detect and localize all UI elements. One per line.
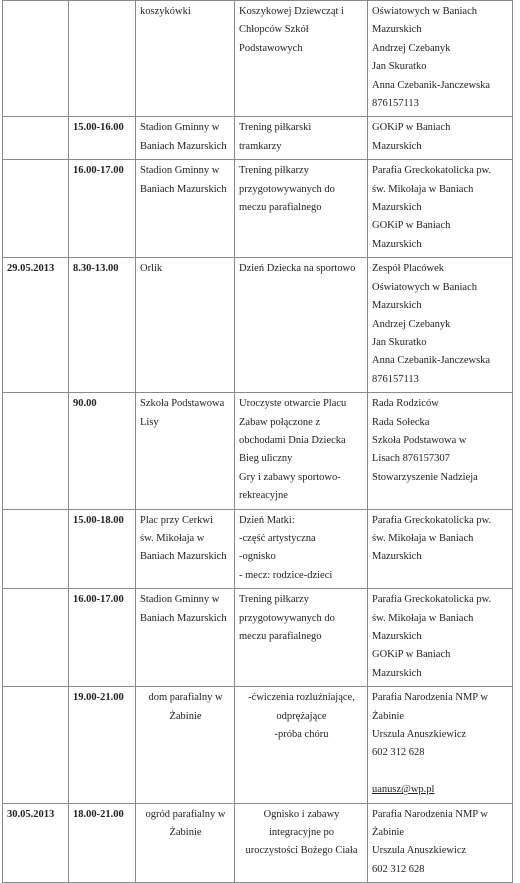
organizer-line: Mazurskich	[372, 140, 422, 152]
organizer-line: Mazurskich	[372, 300, 422, 312]
table-row	[3, 258, 513, 393]
event-line: Bieg uliczny	[239, 453, 293, 465]
table-row	[3, 687, 513, 803]
event-line: - mecz: rodzice-dzieci	[239, 569, 333, 581]
event-line: Dzień Matki:	[239, 514, 295, 526]
table-row	[3, 509, 513, 589]
organizer-line: Parafia Narodzenia NMP w	[372, 692, 488, 704]
event-line: Ognisko i zabawy	[263, 808, 340, 820]
date-cell	[3, 509, 69, 589]
place-cell	[136, 803, 235, 883]
organizer-line: 876157113	[372, 98, 419, 110]
schedule-table	[2, 0, 513, 883]
organizer-cell	[368, 803, 513, 883]
date-text: 29.05.2013	[7, 263, 55, 275]
event-line: meczu parafialnego	[239, 631, 322, 642]
time-cell	[69, 803, 136, 883]
organizer-line: Żabinie	[372, 710, 405, 722]
event-line: tramkarzy	[239, 140, 282, 152]
event-cell	[235, 803, 368, 883]
schedule-body	[3, 1, 513, 883]
event-line: odprężające	[276, 710, 327, 722]
organizer-line: Żabinie	[372, 827, 405, 839]
event-cell	[235, 509, 368, 589]
place-line: Stadion Gminny w	[140, 122, 220, 134]
time-cell	[69, 258, 136, 393]
event-line: meczu parafialnego	[239, 202, 322, 214]
place-line: Szkoła Podstawowa	[140, 398, 225, 410]
organizer-cell	[368, 1, 513, 117]
organizer-line: Oświatowych w Baniach	[372, 281, 477, 293]
time-text: 15.00-18.00	[73, 514, 124, 526]
organizer-line: Lisach 876157307	[372, 453, 450, 465]
event-line: Zabaw połączone z	[239, 416, 321, 428]
time-cell	[69, 160, 136, 258]
place-line: Baniach Mazurskich	[140, 183, 227, 195]
organizer-cell	[368, 509, 513, 589]
place-line: Żabinie	[169, 827, 202, 839]
time-text: 18.00-21.00	[73, 808, 124, 820]
table-row	[3, 803, 513, 883]
event-cell	[235, 393, 368, 509]
time-cell	[69, 589, 136, 687]
organizer-cell	[368, 393, 513, 509]
place-cell	[136, 687, 235, 803]
organizer-line: GOKiP w Baniach	[372, 220, 451, 232]
organizer-line: Anna Czebanik-Janczewska	[372, 355, 491, 367]
date-cell	[3, 1, 69, 117]
email-link[interactable]: uanusz@wp.pl	[372, 784, 435, 796]
date-cell	[3, 258, 69, 393]
organizer-line: Mazurskich	[372, 667, 422, 679]
event-cell	[235, 687, 368, 803]
event-line: Trening piłkarski	[239, 122, 312, 134]
event-line: -próba chóru	[274, 729, 329, 741]
organizer-line: Andrzej Czebanyk	[372, 318, 451, 330]
organizer-line: Mazurskich	[372, 631, 422, 642]
event-line: Uroczyste otwarcie Placu	[239, 398, 347, 410]
place-line: Lisy	[140, 416, 159, 428]
event-cell	[235, 117, 368, 160]
organizer-cell	[368, 258, 513, 393]
time-cell	[69, 117, 136, 160]
date-cell	[3, 160, 69, 258]
organizer-cell	[368, 117, 513, 160]
date-cell	[3, 117, 69, 160]
place-line: Baniach Mazurskich	[140, 140, 227, 152]
event-line: -ćwiczenia rozluźniające,	[248, 692, 355, 704]
time-text: 16.00-17.00	[73, 165, 124, 177]
organizer-line: Zespół Placówek	[372, 263, 445, 275]
organizer-line: Rada Rodziców	[372, 398, 439, 410]
event-line: Trening piłkarzy	[239, 594, 309, 606]
table-row	[3, 1, 513, 117]
event-line: Gry i zabawy sportowo-	[239, 471, 341, 483]
event-line: przygotowywanych do	[239, 183, 335, 195]
organizer-line: św. Mikołaja w Baniach	[372, 612, 474, 624]
event-line: Chłopców Szkół	[239, 24, 309, 36]
organizer-cell	[368, 687, 513, 803]
organizer-cell	[368, 160, 513, 258]
organizer-line: Parafia Greckokatolicka pw.	[372, 514, 492, 526]
event-line: Koszykowej Dziewcząt i	[239, 6, 344, 17]
date-cell	[3, 393, 69, 509]
place-line: dom parafialny w	[148, 692, 223, 704]
organizer-line: św. Mikołaja w Baniach	[372, 183, 474, 195]
time-cell	[69, 509, 136, 589]
event-line: Podstawowych	[239, 42, 303, 54]
organizer-line: Andrzej Czebanyk	[372, 42, 451, 54]
time-text: 15.00-16.00	[73, 122, 124, 134]
table-row	[3, 589, 513, 687]
event-line: rekreacyjne	[239, 490, 288, 502]
organizer-line: Mazurskich	[372, 551, 422, 563]
place-line: Plac przy Cerkwi	[140, 514, 213, 526]
organizer-line: Anna Czebanik-Janczewska	[372, 79, 491, 91]
event-cell	[235, 160, 368, 258]
time-cell	[69, 1, 136, 117]
organizer-line: Parafia Greckokatolicka pw.	[372, 594, 492, 606]
organizer-line: Stowarzyszenie Nadzieja	[372, 471, 478, 483]
place-cell	[136, 589, 235, 687]
place-line: koszykówki	[140, 6, 191, 17]
organizer-line: Oświatowych w Baniach	[372, 6, 477, 17]
organizer-cell	[368, 589, 513, 687]
place-line: Baniach Mazurskich	[140, 612, 227, 624]
organizer-line: Urszula Anuszkiewicz	[372, 729, 467, 741]
organizer-line: Parafia Narodzenia NMP w	[372, 808, 488, 820]
time-cell	[69, 393, 136, 509]
event-cell	[235, 1, 368, 117]
place-line: Baniach Mazurskich	[140, 551, 227, 563]
event-line: integracyjne po	[268, 827, 334, 839]
place-cell	[136, 509, 235, 589]
place-cell	[136, 258, 235, 393]
place-line: Orlik	[140, 263, 163, 275]
organizer-line: Szkoła Podstawowa w	[372, 434, 467, 446]
event-line: -ognisko	[239, 551, 276, 563]
organizer-line: Mazurskich	[372, 238, 422, 250]
place-line: Stadion Gminny w	[140, 594, 220, 606]
place-line: Żabinie	[169, 710, 202, 722]
time-text: 90.00	[73, 398, 97, 410]
date-cell	[3, 589, 69, 687]
organizer-line: Mazurskich	[372, 202, 422, 214]
time-text: 19.00-21.00	[73, 692, 124, 704]
organizer-line: Jan Skuratko	[372, 61, 427, 73]
table-row	[3, 117, 513, 160]
organizer-line: GOKiP w Baniach	[372, 122, 451, 134]
place-cell	[136, 393, 235, 509]
organizer-line: Urszula Anuszkiewicz	[372, 845, 467, 857]
organizer-line: Rada Sołecka	[372, 416, 430, 428]
organizer-line: GOKiP w Baniach	[372, 649, 451, 661]
event-line: Trening piłkarzy	[239, 165, 309, 177]
organizer-line: 602 312 628	[372, 863, 425, 875]
event-line: obchodami Dnia Dziecka	[239, 434, 346, 446]
place-line: ogród parafialny w	[145, 808, 226, 820]
organizer-line	[372, 763, 509, 781]
place-cell	[136, 117, 235, 160]
date-cell	[3, 687, 69, 803]
event-cell	[235, 258, 368, 393]
date-cell	[3, 803, 69, 883]
table-row	[3, 160, 513, 258]
organizer-line: Parafia Greckokatolicka pw.	[372, 165, 492, 177]
place-cell	[136, 160, 235, 258]
time-text: 16.00-17.00	[73, 594, 124, 606]
time-cell	[69, 687, 136, 803]
date-text: 30.05.2013	[7, 808, 55, 820]
organizer-line: Mazurskich	[372, 24, 422, 36]
organizer-line: Jan Skuratko	[372, 336, 427, 348]
organizer-line: 876157113	[372, 373, 419, 385]
place-line: św. Mikołaja w	[140, 532, 205, 544]
organizer-line: 602 312 628	[372, 747, 425, 759]
event-line: -część artystyczna	[239, 532, 316, 544]
time-text: 8.30-13.00	[73, 263, 119, 275]
place-cell	[136, 1, 235, 117]
event-line: Dzień Dziecka na sportowo	[239, 263, 356, 275]
event-line: przygotowywanych do	[239, 612, 335, 624]
organizer-line: św. Mikołaja w Baniach	[372, 532, 474, 544]
event-line: uroczystości Bożego Ciała	[245, 845, 358, 857]
event-cell	[235, 589, 368, 687]
place-line: Stadion Gminny w	[140, 165, 220, 177]
table-row	[3, 393, 513, 509]
